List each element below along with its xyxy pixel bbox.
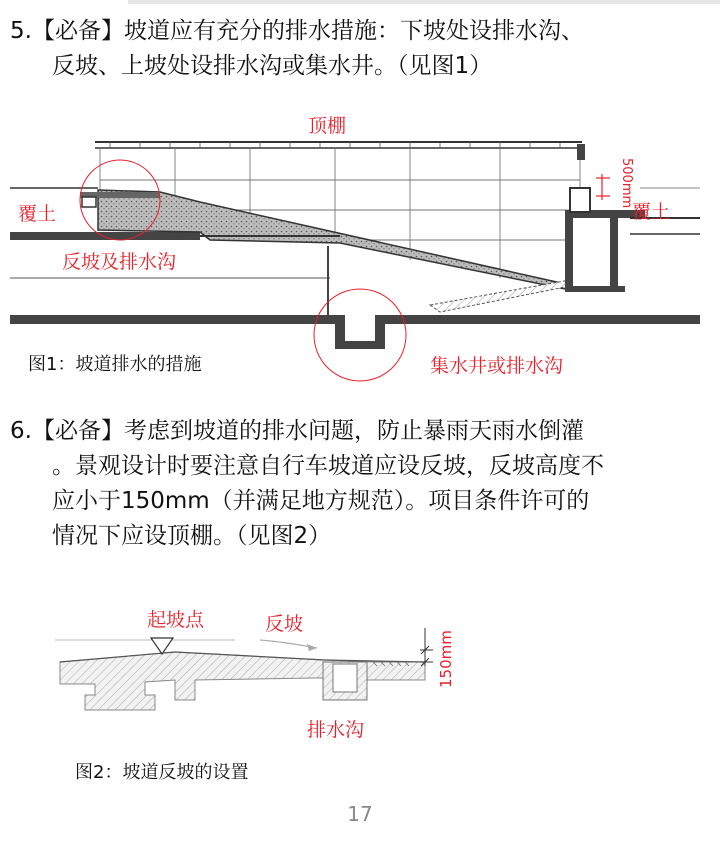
figure2-reverse-slope-drawing [55, 600, 475, 750]
item6-line3: 应小于150mm（并满足地方规范）。项目条件许可的 [52, 488, 590, 514]
item6-line2: 。景观设计时要注意自行车坡道应设反坡，反坡高度不 [52, 453, 604, 479]
page-number: 17 [347, 802, 373, 826]
slope-start-marker [151, 638, 173, 654]
item6-paragraph [10, 414, 715, 554]
ramp-slab [60, 652, 425, 710]
label-reverse-slope: 反坡 [265, 613, 304, 635]
lower-ramp [430, 280, 570, 312]
label-dim-150: 150mm [437, 630, 455, 688]
figure2-caption: 图2：坡道反坡的设置 [75, 762, 249, 783]
item6-line1: 6.【必备】考虑到坡道的排水问题，防止暴雨天雨水倒灌 [10, 418, 584, 444]
item5-line2: 反坡、上坡处设排水沟或集水井。（见图1） [52, 53, 493, 79]
label-soil-left: 覆土 [18, 203, 57, 225]
label-sump: 集水井或排水沟 [430, 355, 564, 377]
item5-paragraph [10, 14, 715, 84]
figure1-ramp-section-drawing [10, 100, 700, 390]
label-dim-500: 500mm [619, 158, 634, 209]
dim-500-marker [596, 174, 610, 200]
item6-line4: 情况下应设顶棚。（见图2） [52, 523, 332, 549]
label-drain: 排水沟 [307, 719, 365, 741]
label-roof: 顶棚 [308, 115, 347, 137]
drain-channel [323, 662, 367, 700]
sump-pit [335, 315, 385, 349]
item5-line1: 5.【必备】坡道应有充分的排水措施：下坡处设排水沟、 [10, 18, 584, 44]
figure1-caption: 图1：坡道排水的措施 [28, 354, 202, 375]
label-reverse-drain: 反坡及排水沟 [62, 251, 177, 273]
top-rule [128, 0, 720, 4]
label-slope-start: 起坡点 [147, 609, 205, 631]
dim-150-marker [420, 628, 433, 666]
label-soil-right: 覆土 [632, 201, 671, 223]
